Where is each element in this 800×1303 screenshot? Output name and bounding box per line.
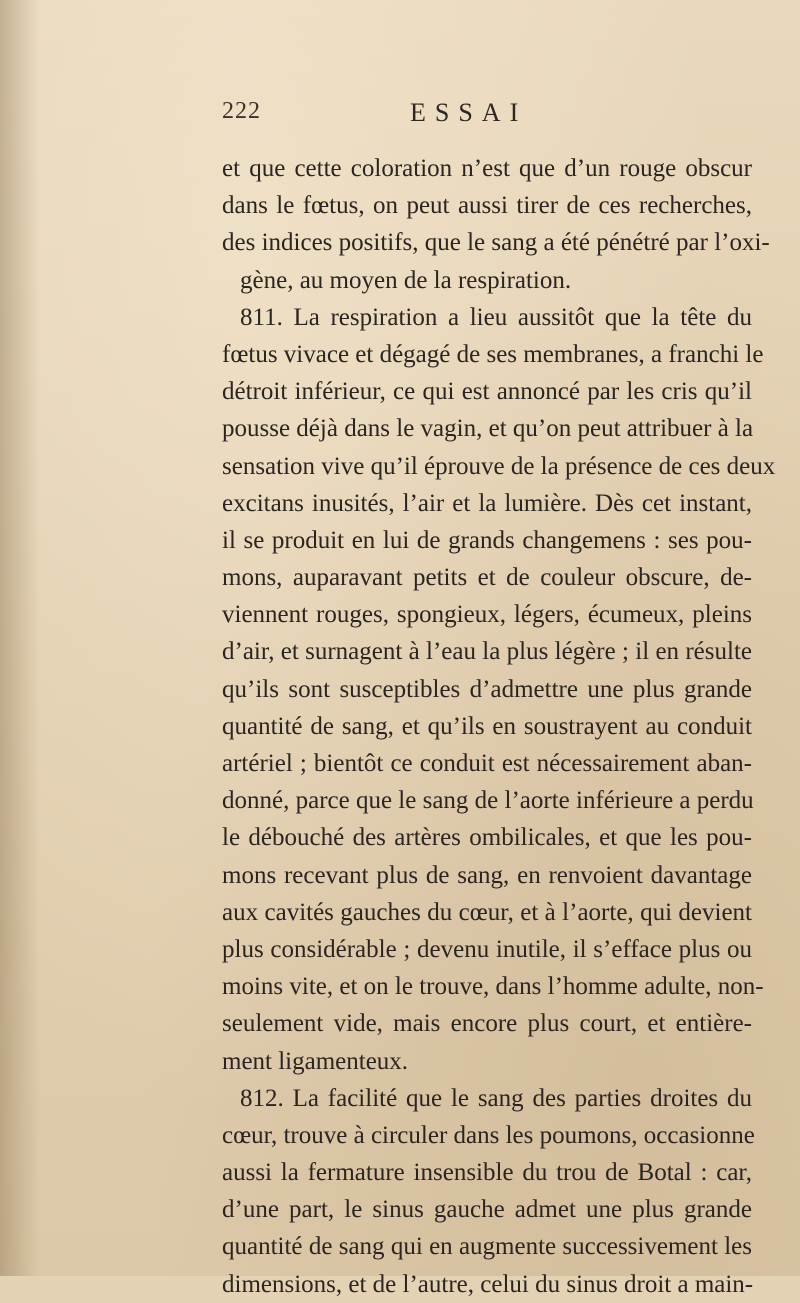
running-head xyxy=(222,98,742,132)
text-line: aux cavités gauches du cœur, et à l’aorte, qui devient xyxy=(222,898,752,926)
paragraph-812-start: 812. La facilité que le sang des parties droites du xyxy=(240,1084,752,1112)
text-line: donné, parce que le sang de l’aorte inférieure a perdu xyxy=(222,787,754,815)
text-line: artériel ; bientôt ce conduit est nécessairement aban- xyxy=(222,750,752,777)
text-line: seulement vide, mais encore plus court, et entière- xyxy=(222,1010,752,1038)
text-line: dimensions, et de l’autre, celui du sinus droit a main- xyxy=(222,1270,754,1298)
running-title: ESSAI xyxy=(410,98,528,127)
text-line: le débouché des artères ombilicales, et que les pou- xyxy=(222,824,752,852)
text-line: dans le fœtus, on peut aussi tirer de ces recherches, xyxy=(222,192,752,220)
text-line: pousse déjà dans le vagin, et qu’on peut attribuer à la xyxy=(222,415,754,443)
text-line: moins vite, et on le trouve, dans l’homme adulte, non- xyxy=(222,973,764,1001)
page-edge-shadow xyxy=(0,0,40,1276)
text-line: aussi la fermature insensible du trou de Botal : car, xyxy=(222,1159,752,1187)
text-line: détroit inférieur, ce qui est annoncé par les cris qu’il xyxy=(222,378,752,406)
text-line: et que cette coloration n’est que d’un rouge obscur xyxy=(222,155,752,182)
text-line: gène, au moyen de la respiration. xyxy=(240,266,572,294)
text-line: il se produit en lui de grands changemens : ses pou- xyxy=(222,526,752,554)
body-text xyxy=(222,150,776,1303)
text-line: plus considérable ; devenu inutile, il s’efface plus ou xyxy=(222,935,752,963)
text-line: quantité de sang, et qu’ils en soustrayent au conduit xyxy=(222,712,752,740)
text-line: mons recevant plus de sang, en renvoient davantage xyxy=(222,861,752,889)
text-line: ment ligamenteux. xyxy=(222,1047,409,1075)
text-line: mons, auparavant petits et de couleur obscure, de- xyxy=(222,564,752,592)
text-line: quantité de sang qui en augmente successivement les xyxy=(222,1233,752,1261)
text-line: fœtus vivace et dégagé de ses membranes, a franchi le xyxy=(222,340,764,368)
text-line: d’une part, le sinus gauche admet une plus grande xyxy=(222,1196,752,1224)
text-line: cœur, trouve à circuler dans les poumons, occasionne xyxy=(222,1121,755,1149)
text-line: des indices positifs, que le sang a été pénétré par l’oxi- xyxy=(222,229,770,257)
text-line: excitans inusités, l’air et la lumière. Dès cet instant, xyxy=(222,489,752,517)
text-line: d’air, et surnagent à l’eau la plus légère ; il en résulte xyxy=(222,638,752,666)
page-number: 222 xyxy=(222,98,261,124)
text-line: viennent rouges, spongieux, légers, écumeux, pleins xyxy=(222,601,752,629)
text-line: qu’ils sont susceptibles d’admettre une plus grande xyxy=(222,675,752,703)
text-line: sensation vive qu’il éprouve de la présence de ces deux xyxy=(222,452,776,480)
paragraph-811-start: 811. La respiration a lieu aussitôt que la tête du xyxy=(240,303,752,331)
